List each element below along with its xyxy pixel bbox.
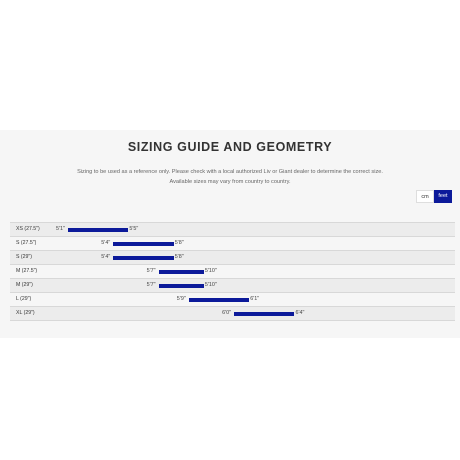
size-label: M (27.5")	[16, 268, 38, 274]
min-height-label: 5'7"	[146, 282, 156, 288]
unit-cm-button[interactable]: cm	[416, 190, 434, 203]
min-height-label: 5'7"	[146, 268, 156, 274]
height-range-bar	[113, 256, 173, 260]
size-label: S (29")	[16, 254, 32, 260]
min-height-label: 5'4"	[101, 254, 111, 260]
table-row	[10, 237, 455, 251]
sizing-note: Sizing to be used as a reference only. Please check with a local authorized Liv or Giant dealer to determine the correct size.	[77, 169, 383, 175]
height-range-bar	[234, 312, 294, 316]
page-title: SIZING GUIDE AND GEOMETRY	[127, 140, 333, 154]
max-height-label: 5'10"	[204, 282, 217, 288]
table-row	[10, 293, 455, 307]
max-height-label: 6'4"	[295, 310, 305, 316]
min-height-label: 5'4"	[101, 240, 111, 246]
size-label: XL (29")	[16, 310, 35, 316]
height-range-bar	[159, 270, 204, 274]
unit-feet-button[interactable]: feet	[434, 190, 452, 203]
min-height-label: 6'0"	[222, 310, 232, 316]
table-row	[10, 251, 455, 265]
table-row	[10, 265, 455, 279]
unit-toggle	[416, 190, 452, 203]
height-range-bar	[113, 242, 173, 246]
min-height-label: 5'9"	[176, 296, 186, 302]
height-range-bar	[189, 298, 249, 302]
max-height-label: 5'8"	[174, 254, 184, 260]
table-row	[10, 279, 455, 293]
availability-note: Available sizes may vary from country to country.	[169, 179, 291, 185]
size-label: XS (27.5")	[16, 226, 40, 232]
height-range-bar	[159, 284, 204, 288]
table-row	[10, 223, 455, 237]
table-row	[10, 307, 455, 321]
size-label: L (29")	[16, 296, 32, 302]
max-height-label: 6'1"	[250, 296, 260, 302]
height-range-bar	[68, 228, 128, 232]
min-height-label: 5'1"	[56, 226, 65, 232]
max-height-label: 5'10"	[204, 268, 217, 274]
max-height-label: 5'5"	[129, 226, 139, 232]
size-label: M (29")	[16, 282, 33, 288]
size-label: S (27.5")	[16, 240, 37, 246]
max-height-label: 5'8"	[174, 240, 184, 246]
